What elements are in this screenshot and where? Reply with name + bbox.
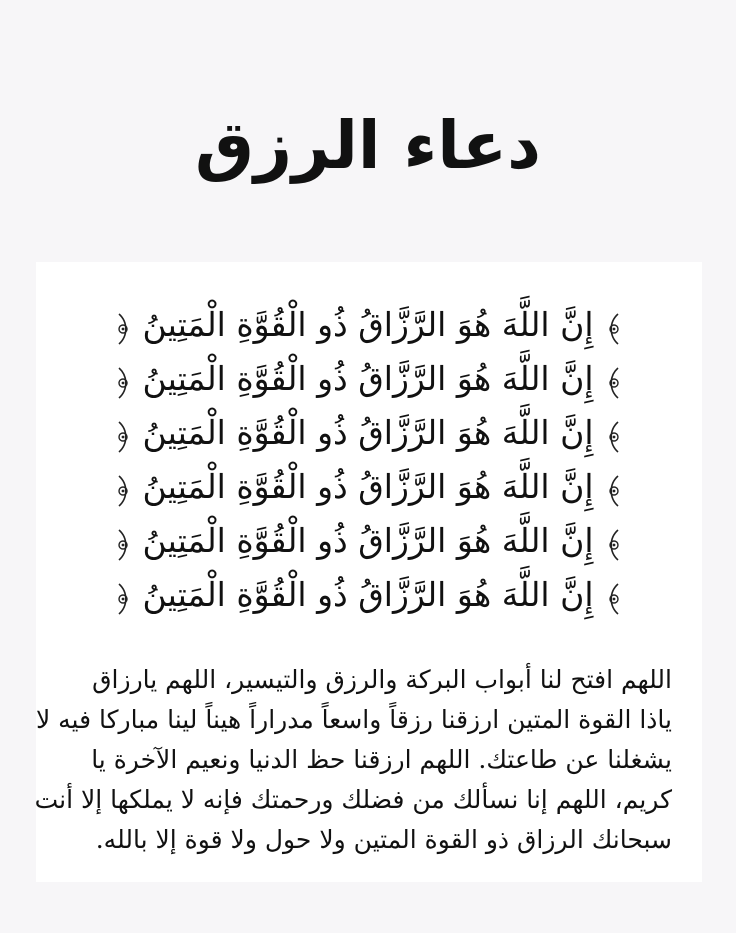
verse-line [0, 350, 736, 404]
dua-paragraph [34, 660, 672, 860]
dua-line: سبحانك الرزاق ذو القوة المتين ولا حول ولا قوة إلا بالله. [95, 825, 672, 854]
ornate-bracket-icon [111, 416, 135, 450]
verse-text: إِنَّ اللَّهَ هُوَ الرَّزَّاقُ ذُو الْقُوَّةِ الْمَتِينُ [142, 521, 594, 560]
ornate-bracket-icon [111, 308, 135, 342]
ornate-bracket-icon [602, 578, 626, 612]
verse-line [0, 566, 736, 620]
page-title: دعاء الرزق [195, 107, 541, 184]
ornate-bracket-icon [111, 470, 135, 504]
verse-line [0, 296, 736, 350]
verse-text: إِنَّ اللَّهَ هُوَ الرَّزَّاقُ ذُو الْقُوَّةِ الْمَتِينُ [142, 467, 594, 506]
verse-line [0, 404, 736, 458]
dua-line: كريم، اللهم إنا نسألك من فضلك ورحمتك فإنه لا يملكها إلا أنت [34, 785, 672, 814]
ornate-bracket-icon [602, 416, 626, 450]
ornate-bracket-icon [111, 524, 135, 558]
ornate-bracket-icon [602, 362, 626, 396]
verse-text: إِنَّ اللَّهَ هُوَ الرَّزَّاقُ ذُو الْقُوَّةِ الْمَتِينُ [142, 575, 594, 614]
verse-text: إِنَّ اللَّهَ هُوَ الرَّزَّاقُ ذُو الْقُوَّةِ الْمَتِينُ [142, 413, 594, 452]
ornate-bracket-icon [111, 362, 135, 396]
ornate-bracket-icon [602, 524, 626, 558]
dua-line: اللهم افتح لنا أبواب البركة والرزق والتيسير، اللهم يارزاق [92, 665, 672, 694]
ornate-bracket-icon [111, 578, 135, 612]
verse-line [0, 458, 736, 512]
ornate-bracket-icon [602, 470, 626, 504]
dua-line: يشغلنا عن طاعتك. اللهم ارزقنا حظ الدنيا ونعيم الآخرة يا [91, 745, 672, 774]
verse-list [0, 296, 736, 620]
ornate-bracket-icon [602, 308, 626, 342]
verse-text: إِنَّ اللَّهَ هُوَ الرَّزَّاقُ ذُو الْقُوَّةِ الْمَتِينُ [142, 359, 594, 398]
verse-text: إِنَّ اللَّهَ هُوَ الرَّزَّاقُ ذُو الْقُوَّةِ الْمَتِينُ [142, 305, 594, 344]
verse-line [0, 512, 736, 566]
dua-line: ياذا القوة المتين ارزقنا رزقاً واسعاً مدراراً هيناً لينا مباركا فيه لا [35, 705, 672, 734]
